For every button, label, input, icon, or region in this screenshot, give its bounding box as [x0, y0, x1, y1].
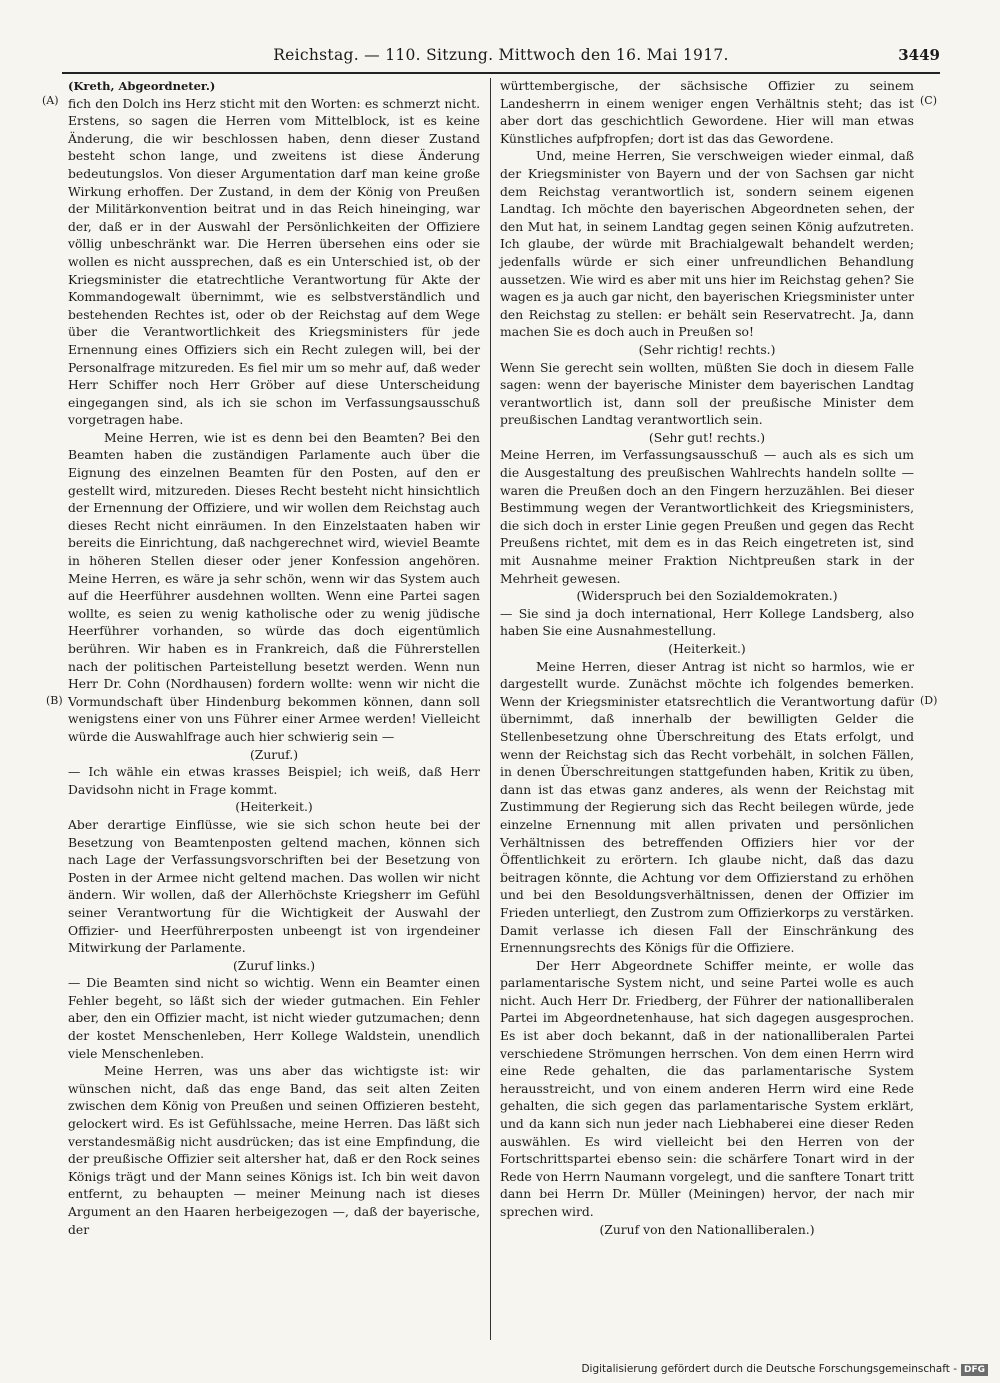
interjection: (Zuruf.): [249, 747, 299, 762]
paragraph: — Die Beamten sind nicht so wichtig. Wenn ein Beamter einen Fehler begeht, so läßt sich der wieder gutmachen. Ein Fehler aber, den ein Offizier macht, ist nicht wieder gutzumachen; denn der kostet Menschenleben, Herr Kollege Waldstein, unendlich viele Menschenleben.: [68, 976, 480, 1061]
page-number: 3449: [898, 46, 940, 64]
interjection: (Sehr richtig! rechts.): [638, 342, 776, 357]
dfg-logo: DFG: [961, 1364, 988, 1376]
paragraph: — Ich wähle ein etwas krasses Beispiel; ich weiß, daß Herr Davidsohn nicht in Frage kommt.: [68, 765, 480, 797]
speaker-label: (Kreth, Abgeordneter.): [68, 79, 216, 93]
interjection: (Heiterkeit.): [668, 642, 746, 656]
paragraph: Und, meine Herren, Sie verschweigen wieder einmal, daß der Kriegsminister von Bayern und der von Sachsen gar nicht dem Reichstag verantwortlich ist, sondern seinem eigenen Landtag. Ich möchte den bayerischen Abgeordneten sehen, der den Mut hat, in seinem Landtag gegen seinen König aufzutreten. Ich glaube, der würde mit Brachialgewalt behandelt werden; jedenfalls würde er sich einer unfreundlichen Behandlung aussetzen. Wie wird es aber mit uns hier im Reichstag gehen? Sie wagen es ja auch gar nicht, den bayerischen Kriegsminister unter den Reichstag zu stellen: er behält sein Reservatrecht. Ja, dann machen Sie es doch auch in Preußen so!: [500, 149, 914, 340]
interjection: (Zuruf von den Nationalliberalen.): [599, 1222, 815, 1237]
margin-marker-d: (D): [920, 694, 938, 707]
funding-footer: [581, 1363, 988, 1376]
page-header: [62, 46, 940, 72]
footer-text: Digitalisierung gefördert durch die Deutsche Forschungsgemeinschaft -: [581, 1363, 957, 1375]
paragraph: Wenn Sie gerecht sein wollten, müßten Sie doch in diesem Falle sagen: wenn der bayerische Minister dem bayerischen Landtag verantwortlich ist, dann soll der preußische Minister dem preußischen Landtag verantwortlich sein.: [500, 360, 914, 428]
interjection: (Widerspruch bei den Sozialdemokraten.): [576, 589, 838, 604]
margin-marker-a: (A): [42, 94, 59, 107]
right-column: [500, 78, 914, 1239]
interjection: (Zuruf links.): [232, 958, 316, 973]
paragraph: Meine Herren, was uns aber das wichtigste ist: wir wünschen nicht, daß das enge Band, das seit alten Zeiten zwischen dem König von Preußen und seinen Offizieren besteht, gelockert wird. Es ist Gefühlssache, meine Herren. Das läßt sich verstandesmäßig nicht ausdrücken; das ist eine Empfindung, die der preußische Offizier seit altersher hat, daß er den Rock seines Königs trägt und der Mann seines Königs ist. Ich bin weit davon entfernt, zu behaupten — meiner Meinung nach ist dieses Argument an den Haaren herbeigezogen —, daß der bayerische, der: [68, 1064, 480, 1237]
interjection: (Sehr gut! rechts.): [648, 430, 766, 445]
paragraph: Meine Herren, wie ist es denn bei den Beamten? Bei den Beamten haben die zuständigen Parlamente auch über die Eignung des einzelnen Beamten für den Posten, auf den er gestellt wird, mitzureden. Dieses Recht besteht nicht hinsichtlich der Ernennung der Offiziere, und wir wollen dem Reichstag auch dieses Recht nicht einräumen. In den Einzelstaaten haben wir bereits die Einrichtung, daß nachgerechnet wird, wieviel Beamte in höheren Stellen dieser oder jener Konfession angehören. Meine Herren, es wäre ja sehr schön, wenn wir das System auch auf die Heerführer ausdehnen wollten. Wenn eine Partei sagen wollte, es seien zu wenig katholische oder zu wenig jüdische Heerführer vorhanden, so würde das doch eigentümlich berühren. Wir haben es in Frankreich, daß die Führerstellen nach der politischen Parteistellung besetzt werden. Wenn nun Herr Dr. Cohn (Nordhausen) fordern wollte: wenn wir nicht die Vormundschaft über Hindenburg bekommen können, dann soll wenigstens einer von uns Führer einer Armee werden! Vielleicht würde die Auswahlfrage auch hier schwierig sein —: [68, 430, 480, 744]
interjection: (Heiterkeit.): [235, 800, 313, 815]
running-head: Reichstag. — 110. Sitzung. Mittwoch den 16. Mai 1917.: [273, 46, 729, 64]
margin-marker-b: (B): [46, 694, 63, 707]
paragraph: Meine Herren, im Verfassungsausschuß — auch als es sich um die Ausgestaltung des preußischen Wahlrechts handeln sollte — waren die Preußen doch an den Fingern herzuzählen. Bei dieser Bestimmung wegen der Verantwortlichkeit des Kriegsministers, die sich doch in erster Linie gegen Preußen und gegen das Recht Preußens richtet, mit dem es in das Reich eingetreten ist, sind mit Ausnahme meiner Fraktion Nichtpreußen stark in der Mehrheit gewesen.: [500, 448, 914, 586]
margin-marker-c: (C): [920, 94, 937, 107]
header-rule: [62, 72, 940, 74]
paragraph: — Sie sind ja doch international, Herr Kollege Landsberg, also haben Sie eine Ausnahmestellung.: [500, 606, 914, 639]
paragraph: fich den Dolch ins Herz sticht mit den Worten: es schmerzt nicht. Erstens, so sagen die Herren vom Mittelblock, ist es keine Änderung, die wir beschlossen haben, denn dieser Zustand besteht schon lange, und zweitens ist diese Änderung bedeutungslos. Von dieser Argumentation darf man keine große Wirkung erhoffen. Der Zustand, in dem der König von Preußen der Militärkonvention beitrat und in das Reich hineinging, war der, daß er in der Auswahl der Persönlichkeiten der Offiziere völlig unbeschränkt war. Die Herren übersehen eins oder sie wollen es nicht aussprechen, daß es ein Unterschied ist, ob der Kriegsminister die etatrechtliche Verantwortung für Akte der Kommandogewalt übernimmt, wie es selbstverständlich und bestehenden Rechtes ist, oder ob der Reichstag auf dem Wege über die Verantwortlichkeit des Kriegsministers für jede Ernennung eines Offiziers sich ein Recht zulegen will, bei der Personalfrage mitzureden. Es fiel mir um so mehr auf, daß weder Herr Schiffer noch Herr Gröber auf diese Unterscheidung eingegangen sind, als ich sie schon im Verfassungsausschuß vorgetragen habe.: [68, 96, 480, 428]
paragraph: Aber derartige Einflüsse, wie sie sich schon heute bei der Besetzung von Beamtenposten geltend machen, können sich nach Lage der Verfassungsvorschriften bei der Besetzung von Posten in der Armee nicht geltend machen. Das wollen wir nicht ändern. Wir wollen, daß der Allerhöchste Kriegsherr im Gefühl seiner Verantwortung für die Wichtigkeit der Auswahl der Offizier- und Heerführerposten unbeengt ist von irgendeiner Mitwirkung der Parlamente.: [68, 817, 480, 956]
paragraph: Der Herr Abgeordnete Schiffer meinte, er wolle das parlamentarische System nicht, und seine Partei wolle es auch nicht. Auch Herr Dr. Friedberg, der Führer der nationalliberalen Partei im Abgeordnetenhause, hat sich dagegen ausgesprochen. Es ist aber doch bekannt, daß in der nationalliberalen Partei verschiedene Strömungen herrschen. Von dem einen Herrn wird eine Rede gehalten, die das parlamentarische System herausstreicht, und von einem anderen Herrn wird eine Rede gehalten, die sich gegen das parlamentarische System erklärt, und da kann sich nun jeder nach Liebhaberei eine dieser Reden auswählen. Es wird vielleicht bei den Herren von der Fortschrittspartei ebenso sein: die schärfere Tonart wird in der Rede von Herrn Naumann vorgelegt, und die sanftere Tonart tritt dann bei Herrn Dr. Müller (Meiningen) hervor, der nach mir sprechen wird.: [500, 958, 914, 1219]
left-column: [68, 78, 480, 1239]
paragraph: württembergische, der sächsische Offizier zu seinem Landesherrn in einem weniger engen Verhältnis steht; das ist aber dort das geschichtlich Gewordene. Hier will man etwas Künstliches aufpfropfen; dort ist das das Gewordene.: [500, 79, 914, 146]
column-divider: [490, 78, 491, 1340]
paragraph: Meine Herren, dieser Antrag ist nicht so harmlos, wie er dargestellt wurde. Zunächst möchte ich folgendes bemerken. Wenn der Kriegsminister etatsrechtlich die Verantwortung dafür übernimmt, daß innerhalb der bewilligten Gelder die Stellenbesetzung ohne Überschreitung des Etats erfolgt, und wenn der Reichstag sich das Recht vorbehält, in solchen Fällen, in denen Überschreitungen stattgefunden haben, Kritik zu üben, dann ist das etwas ganz anderes, als wenn der Reichstag mit Zustimmung der Regierung sich das Recht beilegen würde, jede einzelne Ernennung mit allen privaten und persönlichen Verhältnissen des betreffenden Offiziers hier vor der Öffentlichkeit zu erörtern. Ich glaube nicht, daß das dazu beitragen könnte, die Achtung vor dem Offizierstand zu erhöhen und bei den Besoldungsverhältnissen, denen der Offizier im Frieden unterliegt, den Zustrom zum Offizierkorps zu verstärken. Damit verlasse ich diesen Fall der Einschränkung des Ernennungsrechts des Königs für die Offiziere.: [500, 659, 914, 956]
